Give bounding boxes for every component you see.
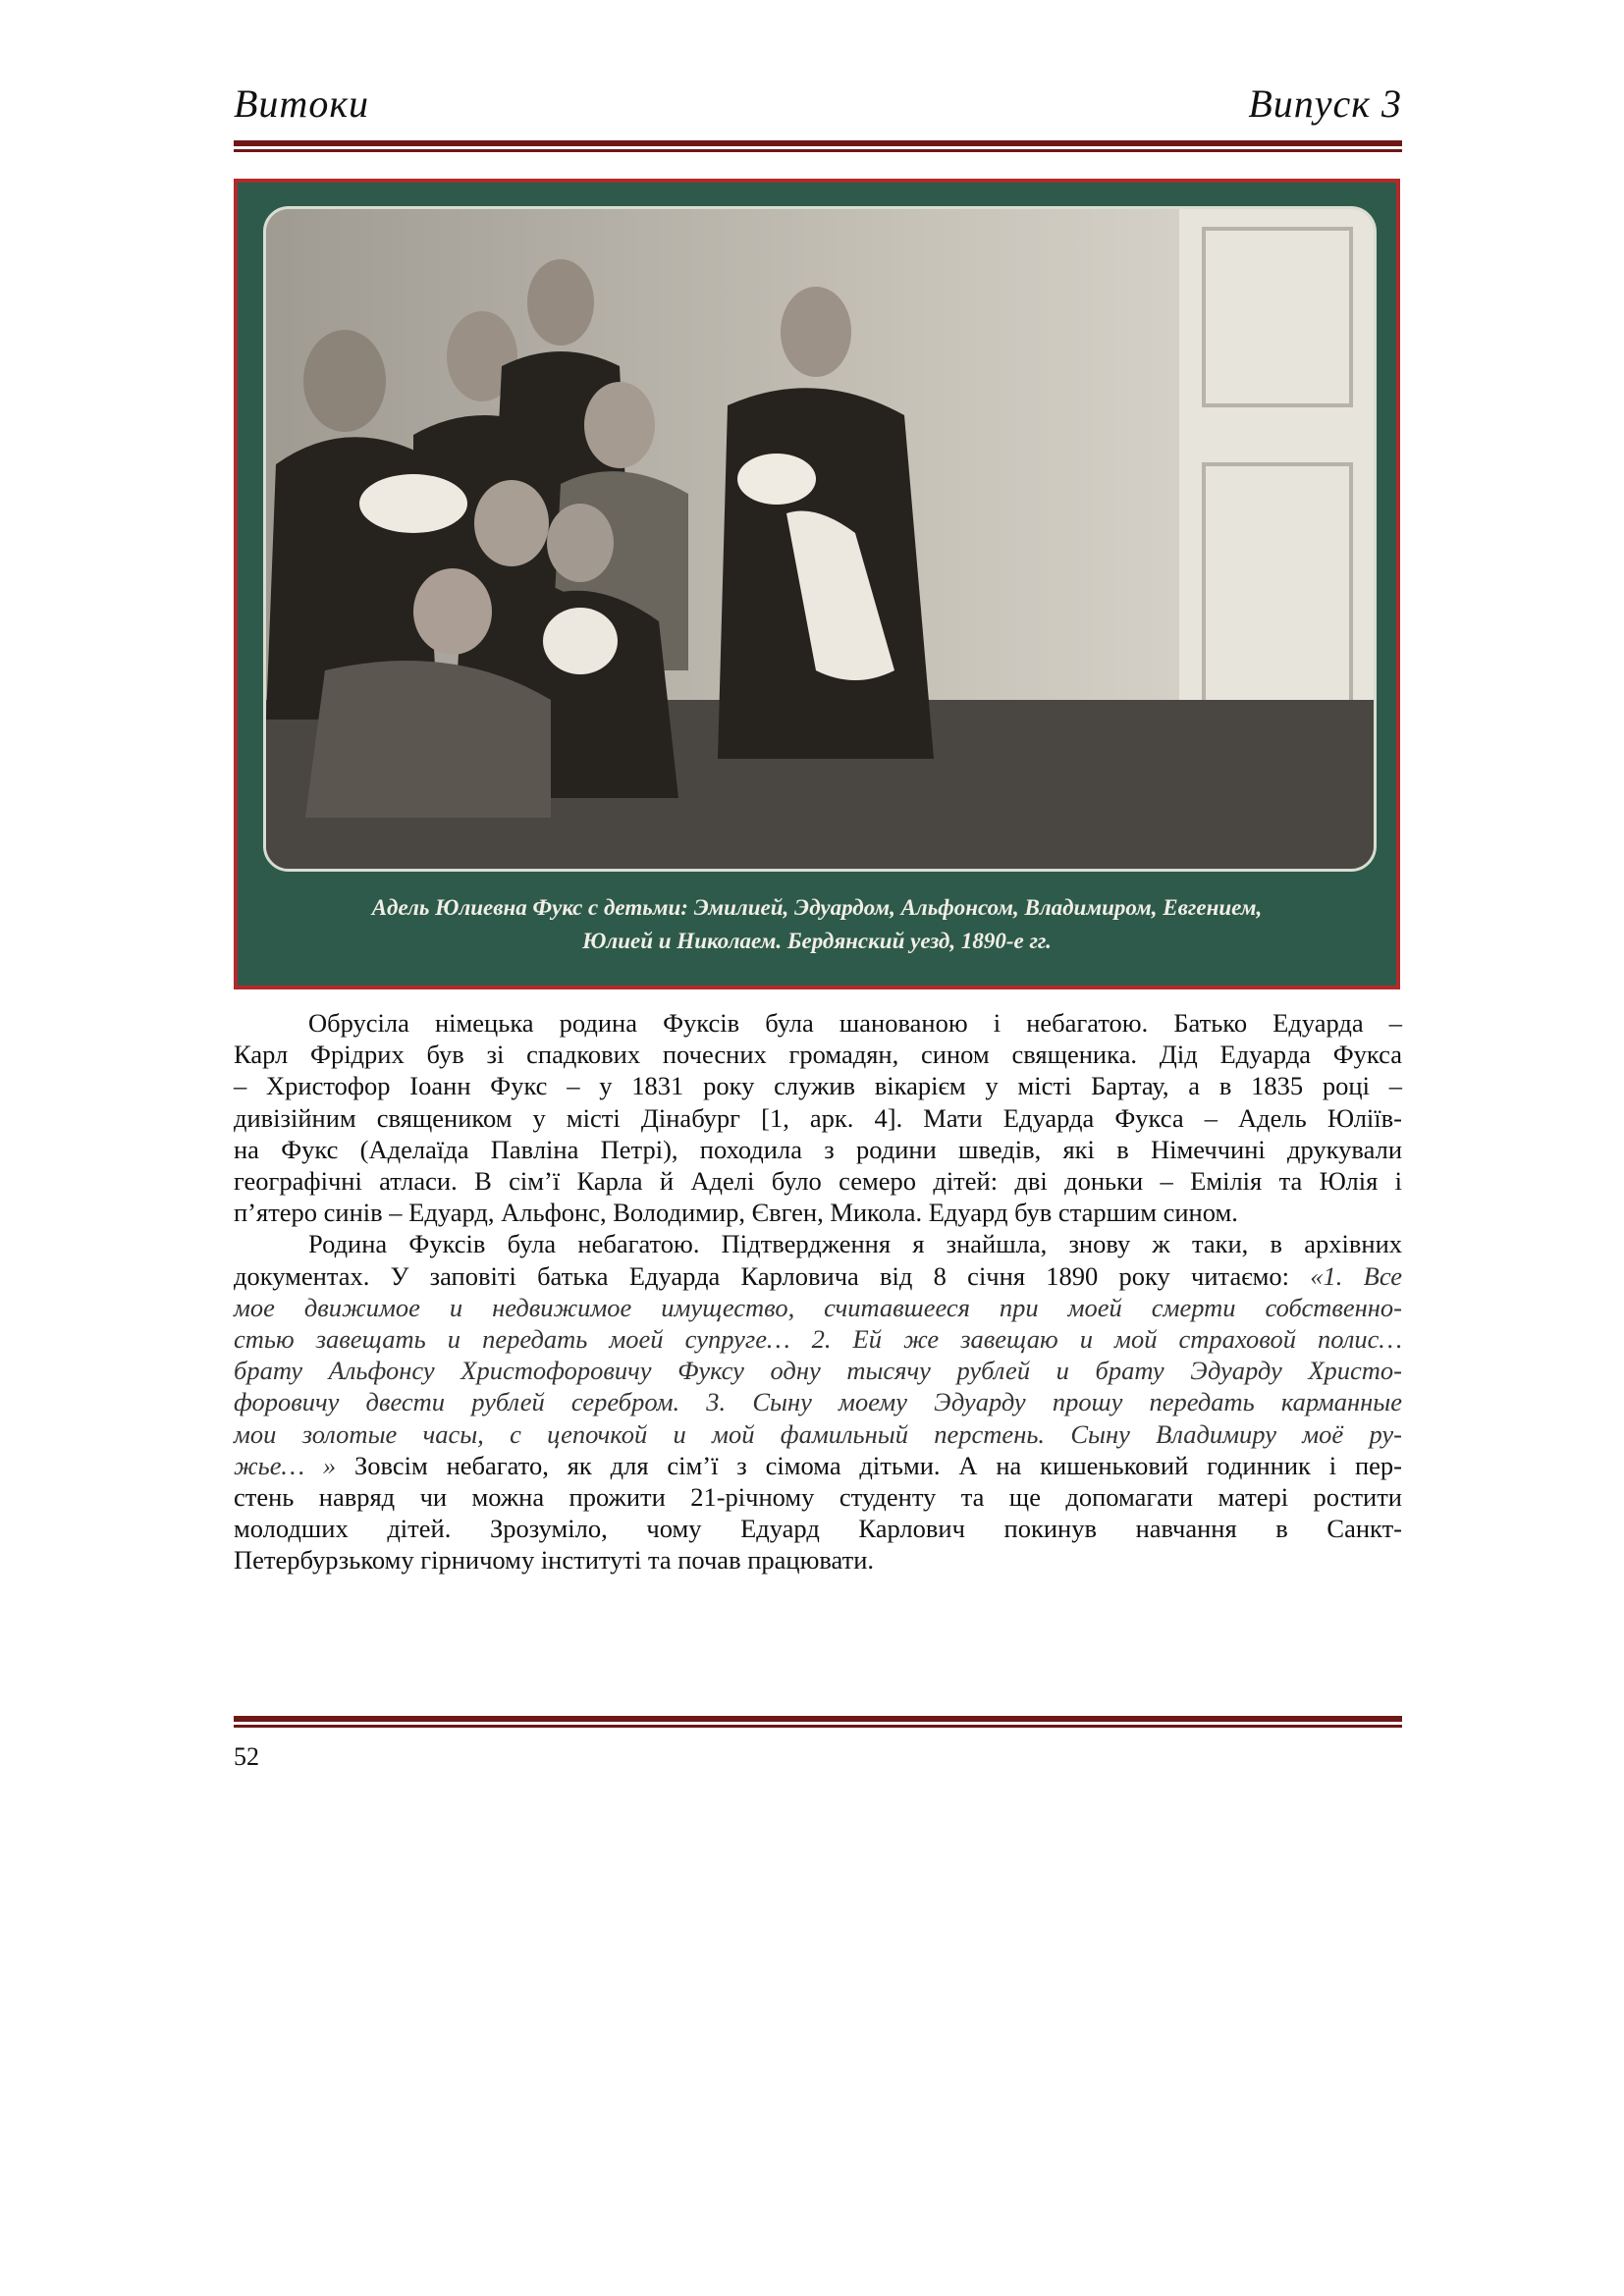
paragraph-2-line: молодших дітей. Зрозуміло, чому Едуард Карлович покинув навчання в Санкт-	[234, 1514, 1402, 1544]
paragraph-1-line: Карл Фрідрих був зі спадкових почесних громадян, сином священика. Дід Едуарда Фукса	[234, 1040, 1402, 1070]
caption-line-2: Юлией и Николаем. Бердянский уезд, 1890-е гг.	[582, 929, 1052, 953]
quote-line: мои золотые часы, с цепочкой и мой фамильный перстень. Сыну Владимиру моё ру-	[234, 1418, 1402, 1449]
paragraph-2-line: стень навряд чи можна прожити 21-річному студенту та ще допомагати матері ростити	[234, 1482, 1402, 1513]
journal-title: Витоки	[234, 81, 370, 126]
quote-line: стью завещать и передать моей супруге… 2. Ей же завещаю и мой страховой полис…	[234, 1324, 1402, 1355]
quote-line: форовичу двести рублей серебром. 3. Сыну моему Эдуарду прошу передать карманные	[234, 1387, 1402, 1417]
paragraph-1-line: дивізійним священиком у місті Дінабург [1, арк. 4]. Мати Едуарда Фукса – Адель Юліїв-	[234, 1102, 1402, 1133]
paragraph-2-line	[234, 1450, 1402, 1481]
paragraph-2-line: Петербурзькому гірничому інституті та почав працювати.	[234, 1545, 875, 1575]
issue-number: Випуск 3	[1248, 81, 1402, 126]
paragraph-1-line: географічні атласи. В сім’ї Карла й Аделі було семеро дітей: дві доньки – Емілія та Юлія і	[234, 1166, 1402, 1197]
line-text: документах. У заповіті батька Едуарда Карловича від 8 січня 1890 року читаємо:	[234, 1260, 1311, 1291]
paragraph-1-line: на Фукс (Аделаїда Павліна Петрі), походила з родини шведів, які в Німеччині друкували	[234, 1134, 1402, 1164]
paragraph-1-line: Обрусіла німецька родина Фуксів була шанованою і небагатою. Батько Едуарда –	[308, 1008, 1402, 1038]
body-text	[234, 1007, 1402, 1576]
caption-line-1: Адель Юлиевна Фукс с детьми: Эмилией, Эдуардом, Альфонсом, Владимиром, Евгением,	[371, 895, 1263, 920]
running-header	[234, 80, 1402, 130]
quote-line: мое движимое и недвижимое имущество, считавшееся при моей смерти собственно-	[234, 1292, 1402, 1322]
paragraph-1-line: – Христофор Іоанн Фукс – у 1831 року служив вікарієм у місті Бартау, а в 1835 році –	[234, 1071, 1402, 1101]
figure-caption	[277, 891, 1357, 958]
paragraph-1-line: п’ятеро синів – Едуард, Альфонс, Володимир, Євген, Микола. Едуард був старшим сином.	[234, 1198, 1238, 1228]
quote-text: жье… »	[234, 1450, 337, 1480]
footer-rule	[234, 1716, 1402, 1728]
quote-text: «1. Все	[1310, 1260, 1403, 1291]
line-text: Зовсім небагато, як для сім’ї з сімома дітьми. А на кишеньковий годинник і пер-	[336, 1450, 1402, 1480]
family-photo-illustration	[266, 209, 1374, 869]
figure-frame	[234, 179, 1400, 989]
paragraph-2-line	[234, 1260, 1402, 1292]
quote-line: брату Альфонсу Христофоровичу Фуксу одну тысячу рублей и брату Эдуарду Христо-	[234, 1356, 1402, 1386]
page-number: 52	[234, 1742, 259, 1771]
family-photo	[263, 206, 1377, 872]
header-rule	[234, 140, 1402, 152]
paragraph-2-line: Родина Фуксів була небагатою. Підтвердження я знайшла, знову ж таки, в архівних	[308, 1229, 1402, 1259]
